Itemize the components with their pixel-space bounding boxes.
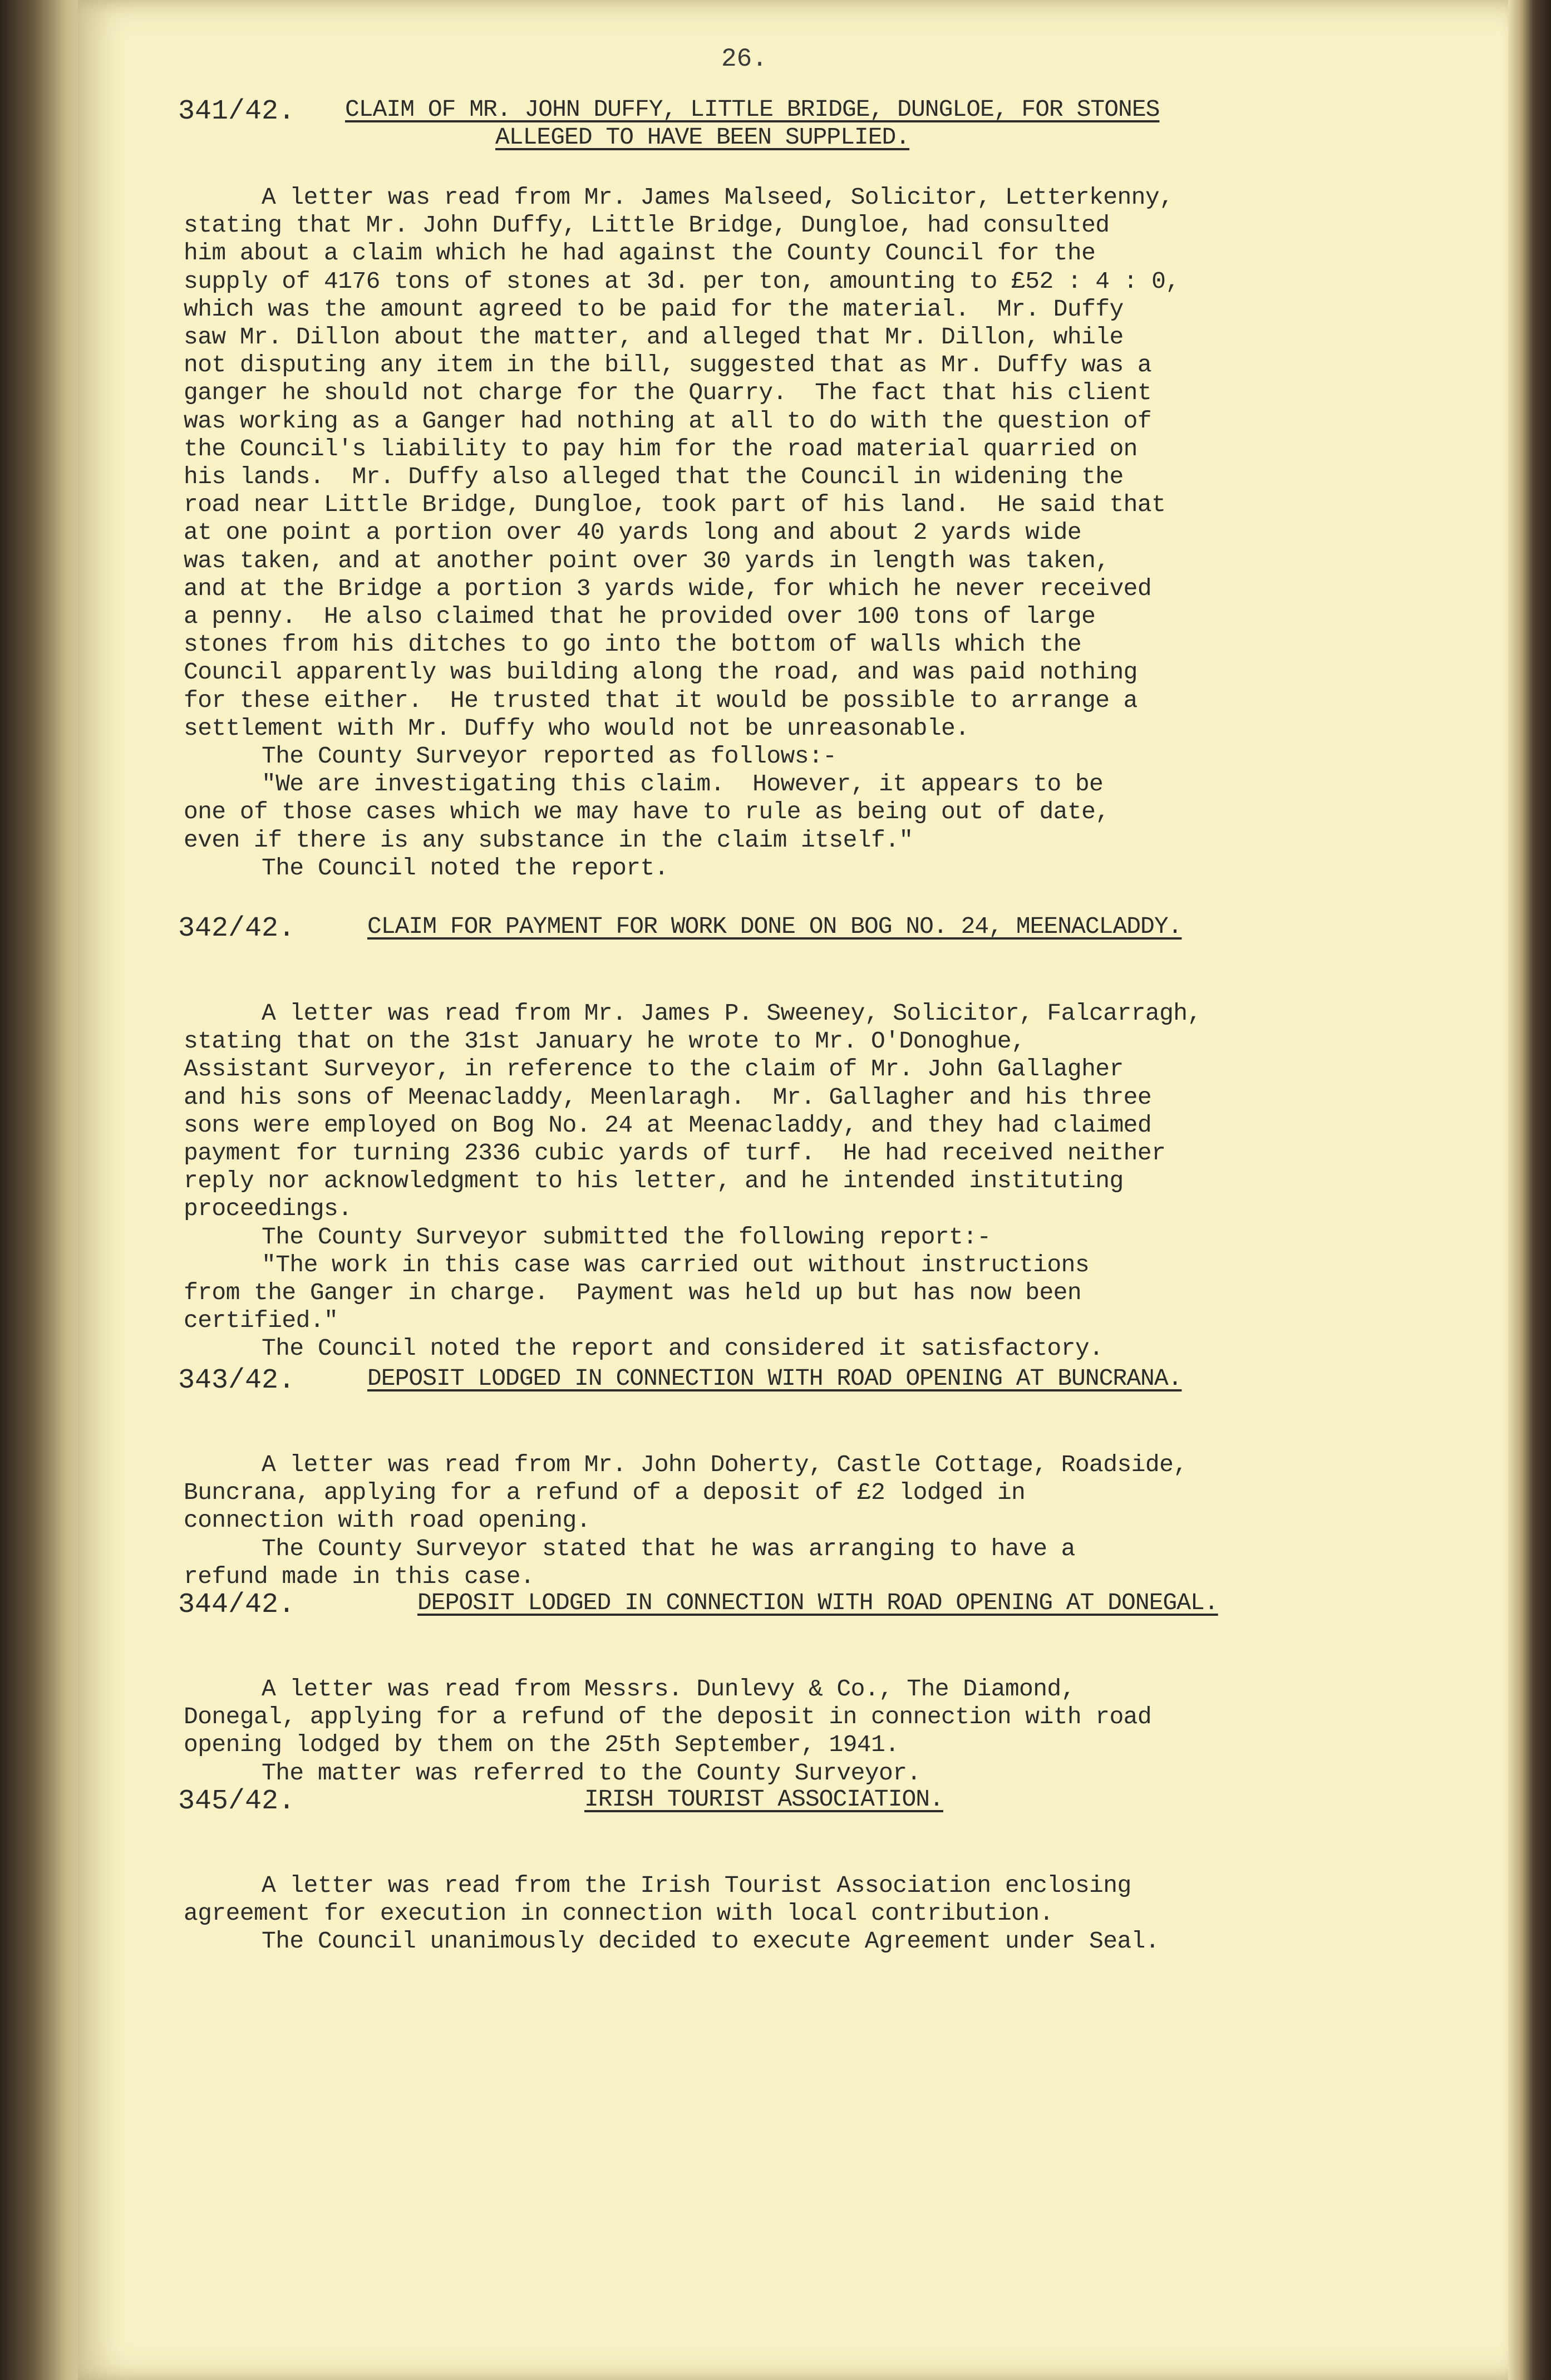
paragraph: The County Surveyor stated that he was arranging to have a refund made in this case. [184,1535,1075,1590]
paragraph: A letter was read from the Irish Tourist Association enclosing agreement for execution in connection with local contribution. [184,1872,1131,1927]
item-number: 344/42. [178,1589,296,1621]
paragraph: A letter was read from Mr. James Malseed, Solicitor, Letterkenny, stating that Mr. John Duffy, Little Bridge, Dungloe, had consulted him about a claim which he had against the County Council for the supply of 4176 tons of stones at 3d. per ton, amounting to £52 : 4 : 0, which was the amount agreed to be paid for the material. Mr. Duffy saw Mr. Dillon about the matter, and alleged that Mr. Dillon, while not disputing any item in the bill, suggested that as Mr. Duffy was a ganger he should not charge for the Quarry. The fact that his client was working as a Ganger had nothing at all to do with the question of the Council's liability to pay him for the road material quarried on his lands. Mr. Duffy also alleged that the Council in widening the road near Little Bridge, Dungloe, took part of his land. He said that at one point a portion over 40 yards long and about 2 yards wide was taken, and at another point over 30 yards in length was taken, and at the Bridge a portion 3 yards wide, for which he never received a penny. He also claimed that he provided over 100 tons of large stones from his ditches to go into the bottom of walls which the Council apparently was building along the road, and was paid nothing for these either. He trusted that it would be possible to arrange a settlement with Mr. Duffy who would not be unreasonable. [184,184,1180,742]
paragraph: A letter was read from Mr. James P. Sweeney, Solicitor, Falcarragh, stating that on the 31st January he wrote to Mr. O'Donoghue, Assistant Surveyor, in reference to the claim of Mr. John Gallagher and his sons of Meenacladdy, Meenlaragh. Mr. Gallagher and his three sons were employed on Bog No. 24 at Meenacladdy, and they had claimed payment for turning 2336 cubic yards of turf. He had received neither reply nor acknowledgment to his letter, and he intended instituting proceedings. [184,1000,1202,1223]
minute-item-344 [106,1589,1352,1787]
item-number: 342/42. [178,913,296,945]
paragraph: The matter was referred to the County Surveyor. [262,1759,921,1787]
minute-item-345 [106,1786,1352,1956]
item-heading: CLAIM FOR PAYMENT FOR WORK DONE ON BOG NO. 24, MEENACLADDY. [367,913,1182,940]
paragraph: A letter was read from Mr. John Doherty, Castle Cottage, Roadside, Buncrana, applying for a refund of a deposit of £2 lodged in connection with road opening. [184,1451,1188,1535]
quoted-report: "The work in this case was carried out without instructions from the Ganger in charge. Payment was held up but has now been certified." [184,1251,1090,1335]
paragraph: A letter was read from Messrs. Dunlevy & Co., The Diamond, Donegal, applying for a refund of the deposit in connection with road opening lodged by them on the 25th September, 1941. [184,1675,1152,1759]
paragraph: The County Surveyor submitted the following report:- [262,1223,991,1251]
paragraph: The Council noted the report and considered it satisfactory. [262,1335,1104,1363]
minute-item-341 [106,96,1352,882]
item-heading: DEPOSIT LODGED IN CONNECTION WITH ROAD OPENING AT DONEGAL. [417,1589,1218,1616]
item-heading: DEPOSIT LODGED IN CONNECTION WITH ROAD OPENING AT BUNCRANA. [367,1365,1182,1392]
paragraph: The Council unanimously decided to execute Agreement under Seal. [262,1927,1160,1955]
item-heading: CLAIM OF MR. JOHN DUFFY, LITTLE BRIDGE, DUNGLOE, FOR STONES [345,96,1160,123]
minute-item-343 [106,1365,1352,1591]
paragraph: The County Surveyor reported as follows:- [262,742,837,770]
quoted-report: "We are investigating this claim. However, it appears to be one of those cases which we may have to rule as being out of date, even if there is any substance in the claim itself." [184,770,1110,854]
minute-item-342 [106,913,1352,1363]
item-number: 343/42. [178,1365,296,1396]
page-edge [1508,0,1551,2380]
paragraph: The Council noted the report. [262,854,668,882]
item-heading-line-2: ALLEGED TO HAVE BEEN SUPPLIED. [495,124,910,151]
item-number: 341/42. [178,96,296,127]
page-number: 26. [721,45,767,73]
item-number: 345/42. [178,1786,296,1817]
item-heading: IRISH TOURIST ASSOCIATION. [584,1786,943,1813]
book-spine [0,0,83,2380]
